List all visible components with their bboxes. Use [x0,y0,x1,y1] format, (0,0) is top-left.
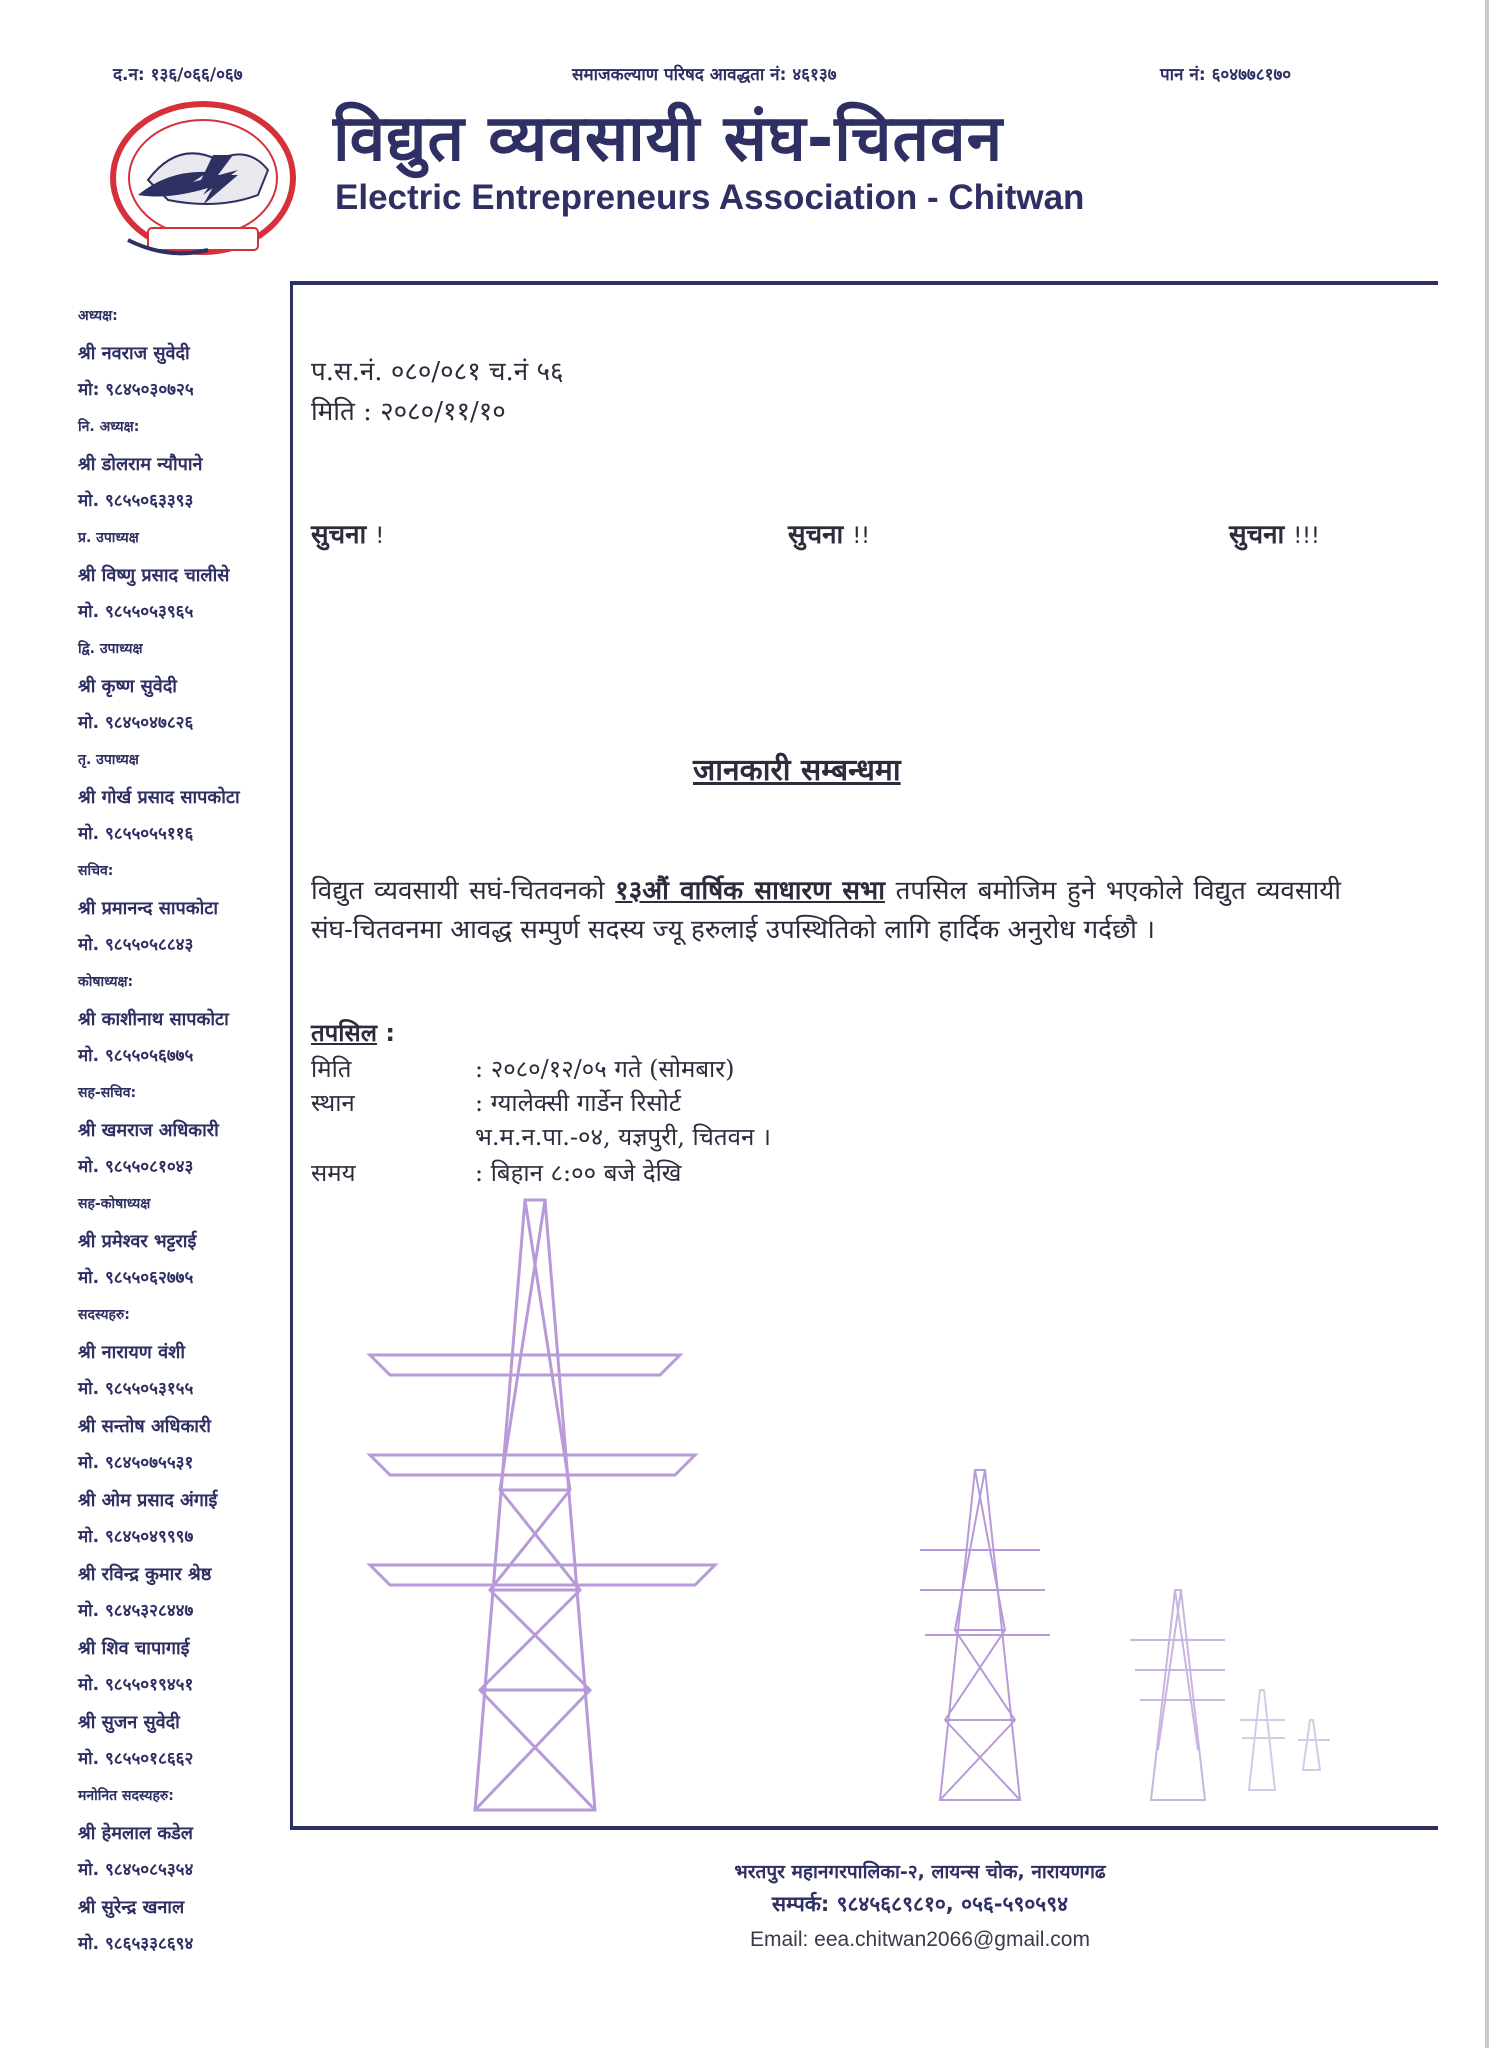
notice-marks: ! [375,524,385,549]
sidebar-member-name: श्री विष्णु प्रसाद चालीसे [78,565,230,586]
sidebar-member-phone: मो. ९८६५३३८६९४ [78,1934,194,1954]
sidebar-member-name: श्री गोर्ख प्रसाद सापकोटा [78,787,240,808]
agm-highlight: १३औं वार्षिक साधारण सभा [615,876,885,906]
sidebar-member-name: श्री कृष्ण सुवेदी [78,676,177,697]
notice-heading-3 [1229,515,1320,551]
sidebar-member-phone: मो. ९८५५०६३३९३ [78,491,194,511]
sidebar-member-phone: मो. ९८४५०४९९९७ [78,1527,194,1547]
details-venue-row [311,1086,681,1119]
sidebar-member-name: श्री नवराज सुवेदी [78,343,190,364]
frame-bottom-rule [290,1826,1438,1830]
sidebar-member-name: श्री प्रमानन्द सापकोटा [78,898,218,919]
organization-name-english: Electric Entrepreneurs Association - Chitwan [335,178,1085,217]
sidebar-role: कोषाध्यक्ष: [78,974,134,990]
association-logo [108,100,298,262]
sidebar-member-name: श्री हेमलाल कडेल [78,1823,193,1844]
sidebar-role: नि. अध्यक्ष: [78,419,140,435]
time-value: : बिहान ८:०० बजे देखि [475,1159,682,1187]
sidebar-member-phone: मो: ९८४५०३०७२५ [78,380,194,400]
sidebar-member-phone: मो. ९८५५०८१०४३ [78,1157,194,1177]
organization-name-nepali: विद्युत व्यवसायी संघ-चितवन [333,102,1004,176]
letter-subject: जानकारी सम्बन्धमा [693,753,901,788]
sidebar-member-phone: मो. ९८४५०७५५३१ [78,1453,194,1473]
pan-number: पान नं: ६०४७७८१७० [1160,65,1292,85]
tower-large-icon [370,1200,715,1810]
sidebar-member-phone: मो. ९८५५०५८८४३ [78,935,194,955]
tower-medium-icon [920,1470,1050,1800]
sidebar-member-phone: मो. ९८५५०१९४५१ [78,1675,194,1695]
details-heading [311,1016,395,1049]
venue-label: स्थान [311,1089,355,1117]
sidebar-member-name: श्री सन्तोष अधिकारी [78,1416,211,1437]
sidebar-role: सह-सचिव: [78,1085,137,1101]
sidebar-member-phone: मो. ९८४५३२८४४७ [78,1601,194,1621]
registration-number: द.न: १३६/०६६/०६७ [113,65,243,85]
body-text-1: विद्युत व्यवसायी सघं-चितवनको [311,876,605,906]
notice-heading-2 [788,515,870,551]
tower-small-icon [1130,1590,1225,1800]
sidebar-member-name: श्री खमराज अधिकारी [78,1120,219,1141]
venue-value: : ग्यालेक्सी गार्डेन रिसोर्ट [475,1089,681,1117]
sidebar-member-name: श्री सुरेन्द्र खनाल [78,1897,185,1918]
sidebar-role: सह-कोषाध्यक्ष [78,1196,151,1212]
transmission-towers-illustration [340,1190,1340,1820]
body-text-2: तपसिल बमोजिम हुने भएकोले विद्युत व्यवसायी संघ-चितवनमा आवद्ध सम्पुर्ण सदस्य ज्यू हरुलाई उपस्थितिको लागि हार्दिक अनुरोध गर्दछौ । [311,876,1342,945]
sidebar-member-phone: मो. ९८४५०४७८२६ [78,713,194,733]
details-date-row [311,1052,734,1085]
time-label: समय [311,1159,356,1187]
sidebar-member-phone: मो. ९८५५०१८६६२ [78,1749,194,1769]
details-title: तपसिल [311,1019,378,1047]
sidebar-member-phone: मो. ९८५५०६२७७५ [78,1268,194,1288]
sidebar-role: अध्यक्ष: [78,308,118,324]
sidebar-role: तृ. उपाध्यक्ष [78,752,139,768]
sidebar-member-phone: मो. ९८५५०५५११६ [78,824,194,844]
sidebar-member-name: श्री काशीनाथ सापकोटा [78,1009,229,1030]
footer-address: भरतपुर महानगरपालिका-२, लायन्स चोक, नारायणगढ [734,1861,1106,1883]
swc-affiliation-number: समाजकल्याण परिषद आवद्धता नं: ४६१३७ [572,65,837,85]
reference-number: प.स.नं. ०८०/०८१ च.नं ५६ [311,357,564,387]
details-colon: : [377,1019,395,1047]
details-venue-address: भ.म.न.पा.-०४, यज्ञपुरी, चितवन । [475,1123,771,1151]
notice-marks: !!! [1293,524,1320,549]
sidebar-member-name: श्री सुजन सुवेदी [78,1712,180,1733]
notice-word: सुचना [311,520,367,550]
footer-contact: सम्पर्क: ९८४५६८९८१०, ०५६-५९०५९४ [771,1892,1069,1916]
sidebar-member-name: श्री ओम प्रसाद अंगाई [78,1490,218,1511]
notice-word: सुचना [788,520,844,550]
frame-top-rule [290,281,1438,285]
date-value: : २०८०/१२/०५ गते (सोमबार) [475,1055,735,1083]
sidebar-member-phone: मो. ९८५५०५३९६५ [78,602,194,622]
sidebar-role: प्र. उपाध्यक्ष [78,530,139,546]
footer-email[interactable]: Email: eea.chitwan2066@gmail.com [750,1928,1090,1951]
sidebar-member-name: श्री रविन्द्र कुमार श्रेष्ठ [78,1564,212,1585]
sidebar-member-phone: मो. ९८४५०८५३५४ [78,1860,194,1880]
details-time-row [311,1156,681,1189]
date-label: मिति [311,1055,352,1083]
letter-date: मिति : २०८०/११/१० [311,397,506,427]
sidebar-member-name: श्री डोलराम न्यौपाने [78,454,203,475]
notice-heading-1 [311,515,384,551]
notice-word: सुचना [1229,520,1285,550]
sidebar-member-phone: मो. ९८५५०५३१५५ [78,1379,194,1399]
sidebar-role: मनोनित सदस्यहरु: [78,1788,174,1804]
scan-edge-shadow [1485,0,1489,2048]
sidebar-member-name: श्री शिव चापागाई [78,1638,190,1659]
sidebar-member-name: श्री प्रमेश्वर भट्टराई [78,1231,197,1252]
frame-left-rule [290,281,293,1829]
sidebar-role: सदस्यहरु: [78,1307,130,1323]
letter-body [311,872,1341,950]
sidebar-member-name: श्री नारायण वंशी [78,1342,185,1363]
sidebar-member-phone: मो. ९८५५०५६७७५ [78,1046,194,1066]
sidebar-role: सचिव: [78,863,114,879]
office-bearers-sidebar [78,298,288,1963]
tower-distant-icon [1240,1690,1330,1790]
notice-marks: !! [852,524,870,549]
sidebar-role: द्वि. उपाध्यक्ष [78,641,143,657]
